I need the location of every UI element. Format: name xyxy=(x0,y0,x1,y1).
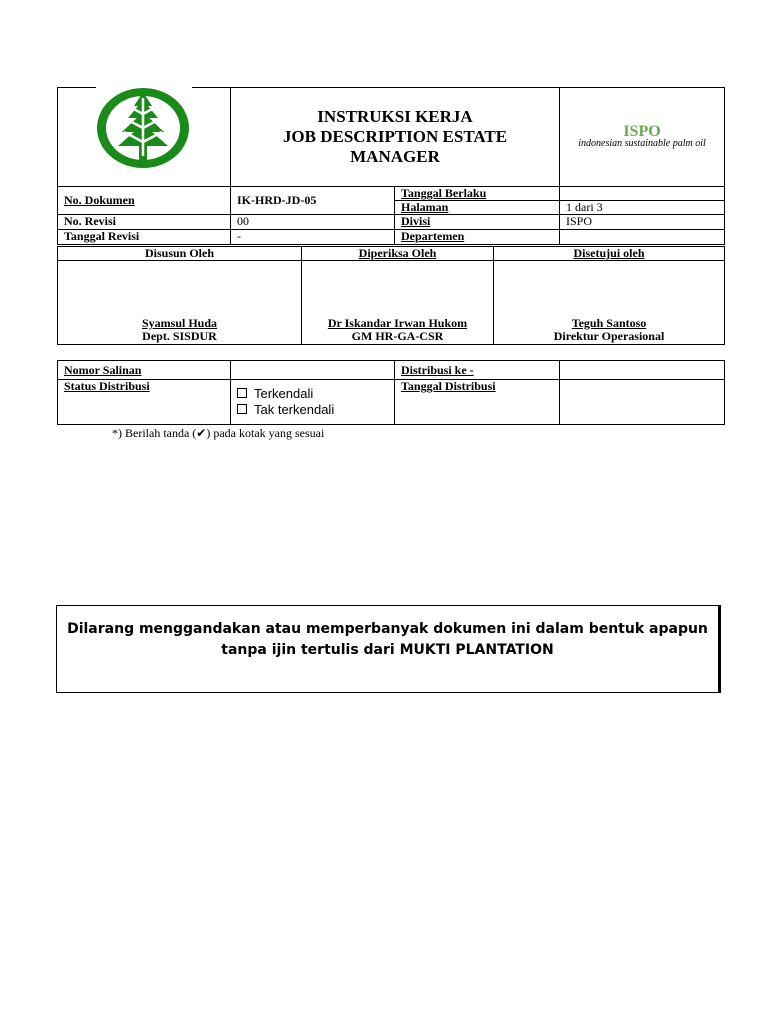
title-line-3: MANAGER xyxy=(350,147,440,166)
ispo-label: ISPO xyxy=(623,122,661,140)
halaman-label: Halaman xyxy=(395,201,560,215)
nomor-salinan-value xyxy=(231,361,395,380)
disetujui-name: Teguh Santoso xyxy=(571,316,647,330)
tree-logo-icon xyxy=(96,84,192,174)
status-distribusi-label: Status Distribusi xyxy=(58,380,231,425)
ispo-subtitle: indonesian sustainable palm oil xyxy=(578,137,706,149)
document-title xyxy=(231,88,560,187)
tanggal-berlaku-label: Tanggal Berlaku xyxy=(395,187,560,201)
title-line-1: INSTRUKSI KERJA xyxy=(317,107,473,126)
disetujui-label: Disetujui oleh xyxy=(494,247,725,261)
tanggal-distribusi-value xyxy=(560,380,725,425)
checkbox-icon[interactable] xyxy=(237,404,247,414)
diperiksa-name: Dr Iskandar Irwan Hukom xyxy=(327,316,468,330)
status-options xyxy=(231,380,395,425)
tanggal-revisi-value: - xyxy=(231,230,395,245)
diperiksa-title: GM HR-GA-CSR xyxy=(351,329,444,343)
no-dokumen-value: IK-HRD-JD-05 xyxy=(231,187,395,215)
checkbox-note: *) Berilah tanda (✔) pada kotak yang sesuai xyxy=(112,426,325,440)
disusun-name: Syamsul Huda xyxy=(141,316,218,330)
warning-line-1: Dilarang menggandakan atau memperbanyak dokumen ini dalam bentuk apapun xyxy=(67,621,708,637)
ispo-cell xyxy=(560,88,725,187)
distribution-table xyxy=(57,360,725,425)
tanggal-revisi-label: Tanggal Revisi xyxy=(58,230,231,245)
departemen-label: Departemen xyxy=(395,230,560,245)
disetujui-title: Direktur Operasional xyxy=(553,329,665,343)
disetujui-signature xyxy=(494,261,725,345)
tanggal-berlaku-value xyxy=(560,187,725,201)
diperiksa-signature xyxy=(302,261,494,345)
checkbox-icon[interactable] xyxy=(237,388,247,398)
divisi-label: Divisi xyxy=(395,215,560,230)
divisi-value: ISPO xyxy=(560,215,725,230)
diperiksa-label: Diperiksa Oleh xyxy=(302,247,494,261)
warning-line-2: tanpa ijin tertulis dari MUKTI PLANTATION xyxy=(221,642,554,658)
tanggal-distribusi-label: Tanggal Distribusi xyxy=(395,380,560,425)
distribusi-ke-value xyxy=(560,361,725,380)
disusun-label: Disusun Oleh xyxy=(58,247,302,261)
copy-warning-box xyxy=(56,605,721,693)
disusun-signature xyxy=(58,261,302,345)
title-line-2: JOB DESCRIPTION ESTATE xyxy=(282,127,508,146)
departemen-value xyxy=(560,230,725,245)
logo xyxy=(96,84,192,174)
nomor-salinan-label: Nomor Salinan xyxy=(58,361,231,380)
halaman-value: 1 dari 3 xyxy=(560,201,725,215)
no-dokumen-label: No. Dokumen xyxy=(58,187,231,215)
option-terkendali[interactable] xyxy=(237,386,388,402)
no-revisi-label: No. Revisi xyxy=(58,215,231,230)
option-tak-terkendali-label: Tak terkendali xyxy=(254,402,335,417)
info-table xyxy=(57,186,725,245)
disusun-title: Dept. SISDUR xyxy=(142,329,217,343)
distribusi-ke-label: Distribusi ke - xyxy=(395,361,560,380)
option-tak-terkendali[interactable] xyxy=(237,402,388,418)
signature-table xyxy=(57,246,725,345)
no-revisi-value: 00 xyxy=(231,215,395,230)
option-terkendali-label: Terkendali xyxy=(254,386,314,401)
